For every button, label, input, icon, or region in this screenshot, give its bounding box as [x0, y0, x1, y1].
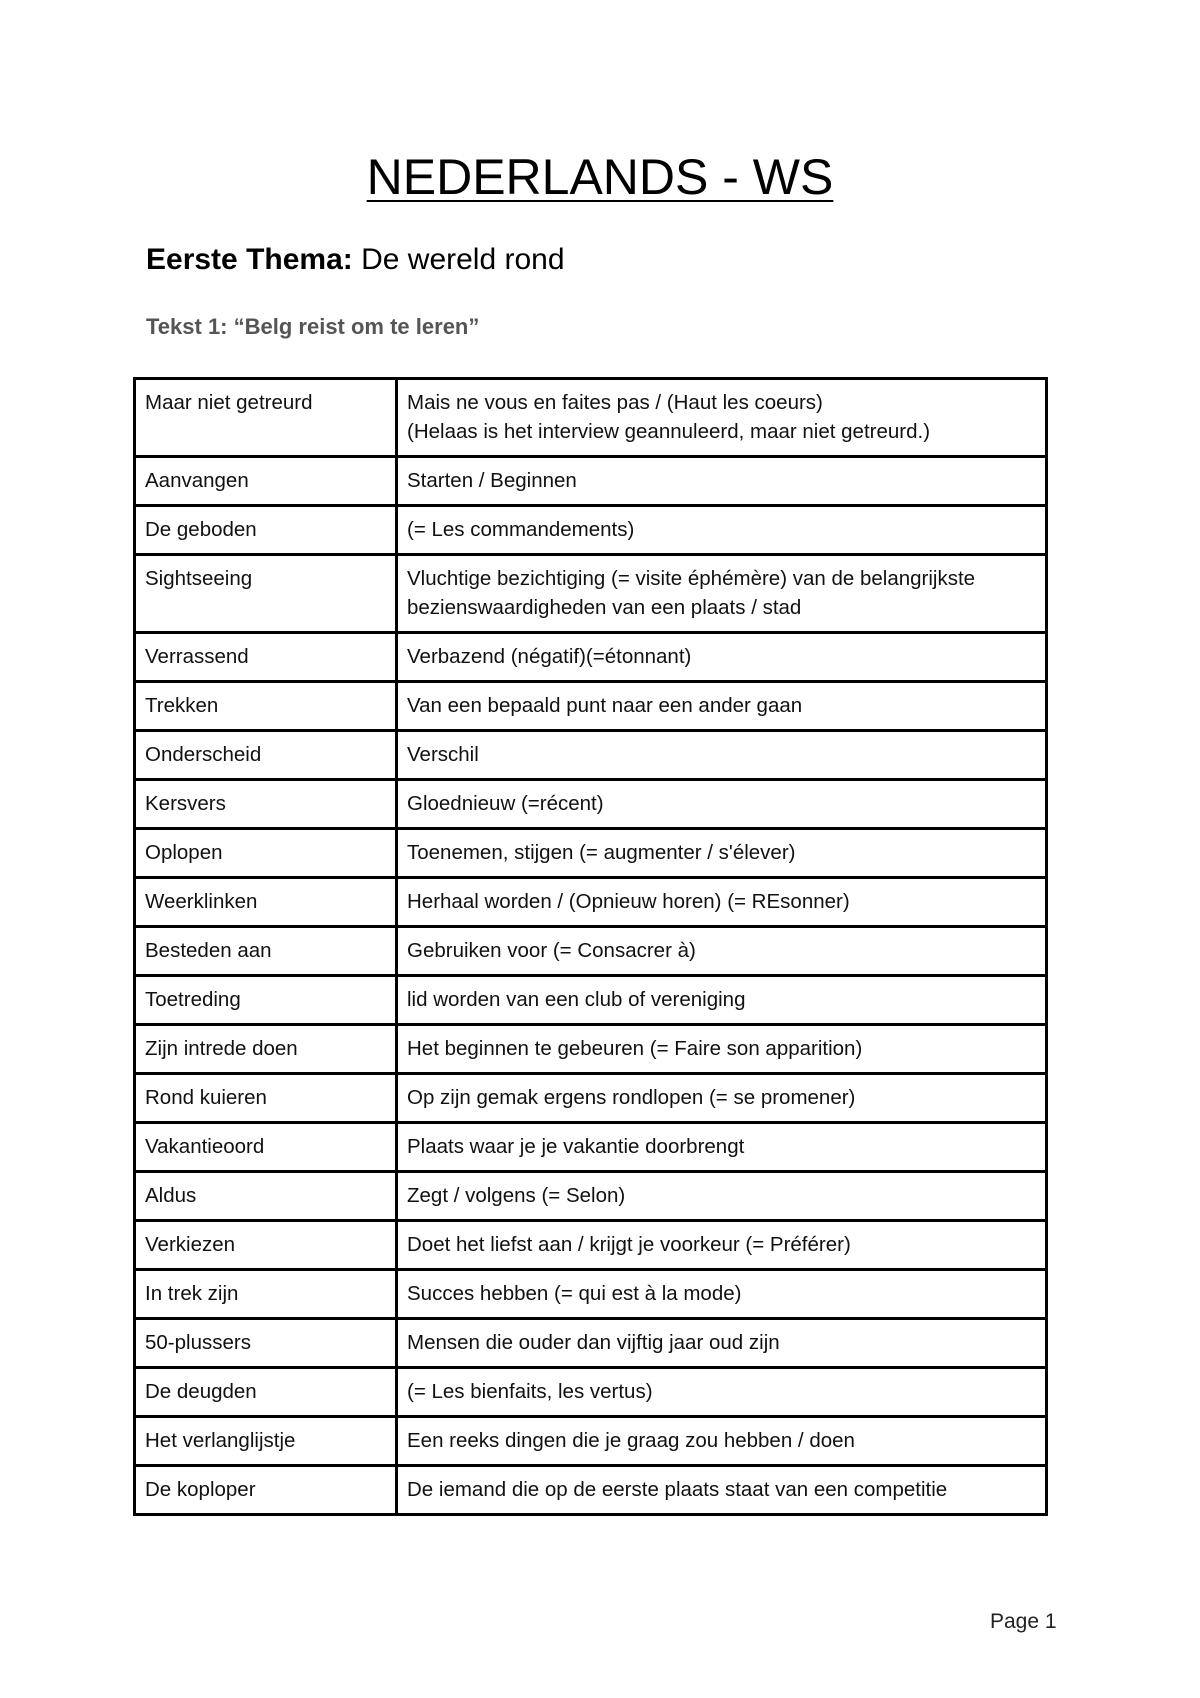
table-row — [135, 976, 1047, 1025]
definition-line: (= Les bienfaits, les vertus) — [407, 1380, 653, 1403]
table-row — [135, 829, 1047, 878]
definition-line: (= Les commandements) — [407, 518, 635, 541]
definition-line: De iemand die op de eerste plaats staat van een competitie — [407, 1478, 948, 1501]
definition-line: bezienswaardigheden van een plaats / stad — [407, 596, 802, 619]
theme-heading — [146, 242, 565, 278]
definition-cell — [397, 878, 1047, 927]
table-row — [135, 506, 1047, 555]
table-row — [135, 1025, 1047, 1074]
definition-cell — [397, 1123, 1047, 1172]
table-row — [135, 1270, 1047, 1319]
term-cell: Maar niet getreurd — [135, 379, 397, 457]
definition-line: Gebruiken voor (= Consacrer à) — [407, 939, 696, 962]
table-row — [135, 457, 1047, 506]
term-cell: Kersvers — [135, 780, 397, 829]
definition-line: Doet het liefst aan / krijgt je voorkeur (= Préférer) — [407, 1233, 851, 1256]
definition-cell — [397, 1466, 1047, 1515]
page-number: Page 1 — [990, 1610, 1057, 1633]
definition-line: Op zijn gemak ergens rondlopen (= se promener) — [407, 1086, 856, 1109]
definition-line: Verschil — [407, 743, 479, 766]
term-cell: Rond kuieren — [135, 1074, 397, 1123]
table-row — [135, 731, 1047, 780]
term-cell: Besteden aan — [135, 927, 397, 976]
term-cell: 50-plussers — [135, 1319, 397, 1368]
definition-cell — [397, 829, 1047, 878]
definition-cell — [397, 555, 1047, 633]
table-row — [135, 1123, 1047, 1172]
table-row — [135, 1417, 1047, 1466]
term-cell: Toetreding — [135, 976, 397, 1025]
table-row — [135, 1319, 1047, 1368]
definition-cell — [397, 1172, 1047, 1221]
definition-cell — [397, 379, 1047, 457]
definition-line: Mais ne vous en faites pas / (Haut les coeurs) — [407, 391, 823, 414]
definition-line: (Helaas is het interview geannuleerd, maar niet getreurd.) — [407, 420, 931, 443]
definition-line: Zegt / volgens (= Selon) — [407, 1184, 626, 1207]
table-row — [135, 379, 1047, 457]
table-row — [135, 927, 1047, 976]
term-cell: Zijn intrede doen — [135, 1025, 397, 1074]
definition-line: Mensen die ouder dan vijftig jaar oud zijn — [407, 1331, 780, 1354]
term-cell: Sightseeing — [135, 555, 397, 633]
page-title: NEDERLANDS - WS — [366, 149, 834, 205]
table-row — [135, 555, 1047, 633]
definition-cell — [397, 1417, 1047, 1466]
definition-cell — [397, 1074, 1047, 1123]
definition-line: Verbazend (négatif)(=étonnant) — [407, 645, 692, 668]
definition-cell — [397, 1025, 1047, 1074]
table-row — [135, 1074, 1047, 1123]
definition-line: Toenemen, stijgen (= augmenter / s'élever) — [407, 841, 796, 864]
definition-line: Vluchtige bezichtiging (= visite éphémère) van de belangrijkste — [407, 567, 976, 590]
definition-cell — [397, 927, 1047, 976]
table-row — [135, 780, 1047, 829]
vocabulary-table-body — [135, 379, 1047, 1515]
theme-value: De wereld rond — [361, 243, 565, 276]
definition-cell — [397, 682, 1047, 731]
term-cell: Verrassend — [135, 633, 397, 682]
definition-cell — [397, 633, 1047, 682]
term-cell: Trekken — [135, 682, 397, 731]
definition-line: Een reeks dingen die je graag zou hebben / doen — [407, 1429, 855, 1452]
term-cell: De koploper — [135, 1466, 397, 1515]
term-cell: Vakantieoord — [135, 1123, 397, 1172]
term-cell: De geboden — [135, 506, 397, 555]
term-cell: De deugden — [135, 1368, 397, 1417]
definition-cell — [397, 506, 1047, 555]
term-cell: Aldus — [135, 1172, 397, 1221]
definition-cell — [397, 780, 1047, 829]
table-row — [135, 1368, 1047, 1417]
term-cell: Het verlanglijstje — [135, 1417, 397, 1466]
table-row — [135, 1466, 1047, 1515]
term-cell: Aanvangen — [135, 457, 397, 506]
definition-line: Van een bepaald punt naar een ander gaan — [407, 694, 803, 717]
term-cell: Weerklinken — [135, 878, 397, 927]
definition-line: Succes hebben (= qui est à la mode) — [407, 1282, 742, 1305]
theme-label: Eerste Thema: — [146, 243, 353, 276]
definition-line: Het beginnen te gebeuren (= Faire son apparition) — [407, 1037, 863, 1060]
definition-cell — [397, 1221, 1047, 1270]
definition-cell — [397, 976, 1047, 1025]
text-heading: Tekst 1: “Belg reist om te leren” — [146, 314, 480, 339]
definition-cell — [397, 457, 1047, 506]
definition-cell — [397, 1270, 1047, 1319]
table-row — [135, 878, 1047, 927]
definition-cell — [397, 1368, 1047, 1417]
table-row — [135, 633, 1047, 682]
table-row — [135, 1221, 1047, 1270]
definition-line: Gloednieuw (=récent) — [407, 792, 604, 815]
definition-line: lid worden van een club of vereniging — [407, 988, 746, 1011]
term-cell: In trek zijn — [135, 1270, 397, 1319]
term-cell: Verkiezen — [135, 1221, 397, 1270]
definition-line: Plaats waar je je vakantie doorbrengt — [407, 1135, 745, 1158]
definition-line: Starten / Beginnen — [407, 469, 577, 492]
table-row — [135, 682, 1047, 731]
term-cell: Onderscheid — [135, 731, 397, 780]
definition-cell — [397, 731, 1047, 780]
definition-cell — [397, 1319, 1047, 1368]
definition-line: Herhaal worden / (Opnieuw horen) (= REsonner) — [407, 890, 850, 913]
table-row — [135, 1172, 1047, 1221]
term-cell: Oplopen — [135, 829, 397, 878]
vocabulary-table — [133, 377, 1048, 1516]
